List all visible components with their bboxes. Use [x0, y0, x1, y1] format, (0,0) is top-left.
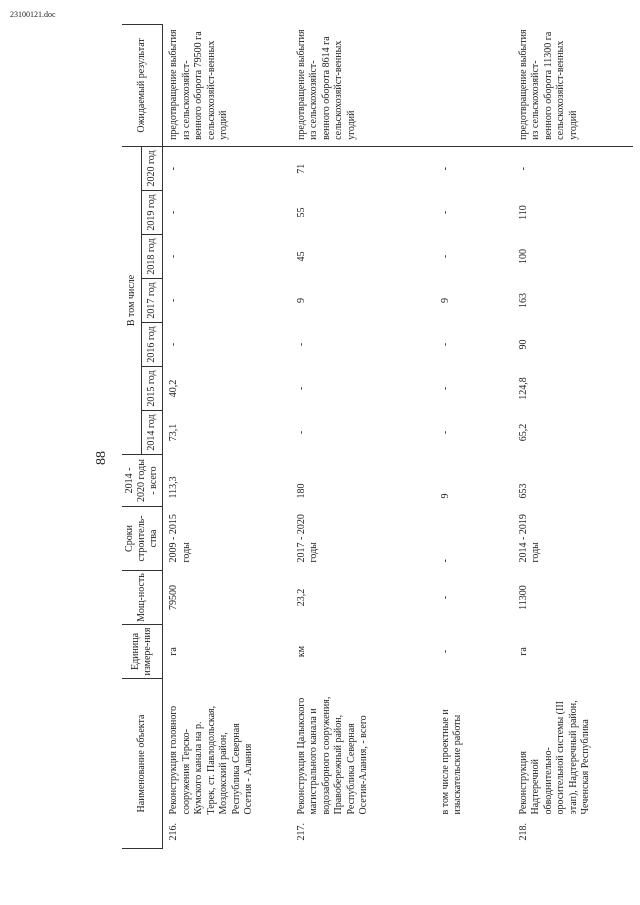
year-cell: - — [439, 430, 451, 435]
unit-cell: - — [439, 649, 451, 654]
header-unit: Единица измере-ния — [122, 625, 163, 679]
year-cell: - — [295, 342, 307, 347]
header-year: 2018 год — [142, 235, 163, 279]
year-cell: 45 — [295, 251, 307, 262]
header-result: Ожидаемый результат — [122, 24, 163, 146]
table-body — [163, 24, 633, 848]
document-id: 23100121.doc — [10, 10, 56, 19]
year-cell: - — [439, 342, 451, 347]
year-cell: 9 — [439, 298, 451, 303]
header-year: 2014 год — [142, 411, 163, 455]
term-cell: 2009 - 2015 годы — [168, 514, 192, 563]
table-row — [163, 24, 291, 848]
unit-cell: га — [517, 647, 529, 656]
result-cell — [435, 24, 513, 146]
year-cell: 65,2 — [517, 423, 529, 442]
object-name-cell — [513, 679, 633, 849]
header-year: 2020 год — [142, 146, 163, 190]
year-cell: 55 — [295, 207, 307, 218]
year-cell: 110 — [517, 205, 529, 220]
year-cell: 124,8 — [517, 377, 529, 400]
year-cell: - — [168, 254, 179, 259]
capacity-cell: 23,2 — [295, 588, 307, 607]
result-cell: предотвращение выбытия из сельскохозяйст-венного оборота 11300 га сельскохозяйст-венных угодий — [513, 24, 633, 146]
year-cell: 9 — [295, 298, 307, 303]
year-cell: - — [168, 167, 179, 171]
object-name-cell — [291, 679, 435, 849]
total-cell: 180 — [295, 483, 307, 499]
object-name: Реконструкция Цалыкского магистрального канала и водозаборного сооружения, Правобережный район, Республика Северная Осетия-Алания, - всего — [295, 696, 369, 815]
row-number: 217. — [295, 823, 307, 841]
total-cell: 653 — [517, 483, 529, 499]
year-cell: - — [295, 386, 307, 391]
object-name: Реконструкция Надтеречной обводнительно-оросительной системы (III этап), Надтеречный район, Чеченская Республика — [517, 700, 591, 815]
object-name: Реконструкция головного сооружения Терско-Кумского канала на р. Терек, ст. Павлодольская, Моздокский район, Республика Северная Осетия - Алания — [168, 705, 254, 815]
year-cell: - — [439, 254, 451, 259]
header-year: 2016 год — [142, 323, 163, 367]
header-including: В том числе — [122, 146, 142, 454]
year-cell: - — [168, 210, 179, 215]
year-cell: - — [295, 430, 307, 435]
term-cell: 2017 - 2020 годы — [295, 514, 319, 563]
header-name: Наименование объекта — [122, 679, 163, 849]
capacity-cell: 11300 — [517, 585, 529, 610]
object-name-cell — [163, 679, 291, 849]
unit-cell: га — [168, 647, 179, 656]
unit-cell: км — [295, 645, 307, 658]
year-cell: - — [168, 342, 179, 347]
object-name-cell — [435, 679, 513, 849]
header-year: 2017 год — [142, 279, 163, 323]
result-cell: предотвращение выбытия из сельскохозяйст-венного оборота 79500 га сельскохозяйст-венных угодий — [163, 24, 291, 146]
header-total: 2014 - 2020 годы - всего — [122, 455, 163, 507]
table-row — [513, 24, 633, 848]
table-row — [291, 24, 435, 848]
page-number: 88 — [94, 451, 109, 465]
table-row — [435, 24, 513, 848]
header-year: 2019 год — [142, 191, 163, 235]
table-header — [122, 24, 163, 848]
header-term: Сроки строитель-ства — [122, 507, 163, 571]
year-cell: - — [517, 167, 529, 171]
object-name: в том числе проектные и изыскательские работы — [439, 709, 463, 815]
row-number: 216. — [168, 823, 179, 841]
capacity-cell: 79500 — [168, 585, 179, 610]
year-cell: 163 — [517, 293, 529, 308]
term-cell: 2014 - 2019 годы — [517, 514, 541, 563]
term-cell: - — [439, 559, 451, 563]
objects-table — [122, 24, 633, 849]
capacity-cell: - — [439, 595, 451, 600]
row-number: 218. — [517, 823, 529, 841]
year-cell: 90 — [517, 339, 529, 350]
year-cell: 40,2 — [168, 379, 179, 398]
year-cell: 73,1 — [168, 423, 179, 442]
year-cell: - — [439, 386, 451, 391]
total-cell: 9 — [439, 493, 451, 499]
year-cell: 100 — [517, 249, 529, 264]
total-cell: 113,3 — [168, 476, 179, 499]
header-year: 2015 год — [142, 367, 163, 411]
year-cell: 71 — [295, 163, 307, 174]
year-cell: - — [168, 298, 179, 303]
header-capacity: Мощ-ность — [122, 571, 163, 625]
year-cell: - — [439, 210, 451, 215]
result-cell: предотвращение выбытия из сельскохозяйст-венного оборота 8614 га сельскохозяйст-венных угодий — [291, 24, 435, 146]
year-cell: - — [439, 167, 451, 171]
